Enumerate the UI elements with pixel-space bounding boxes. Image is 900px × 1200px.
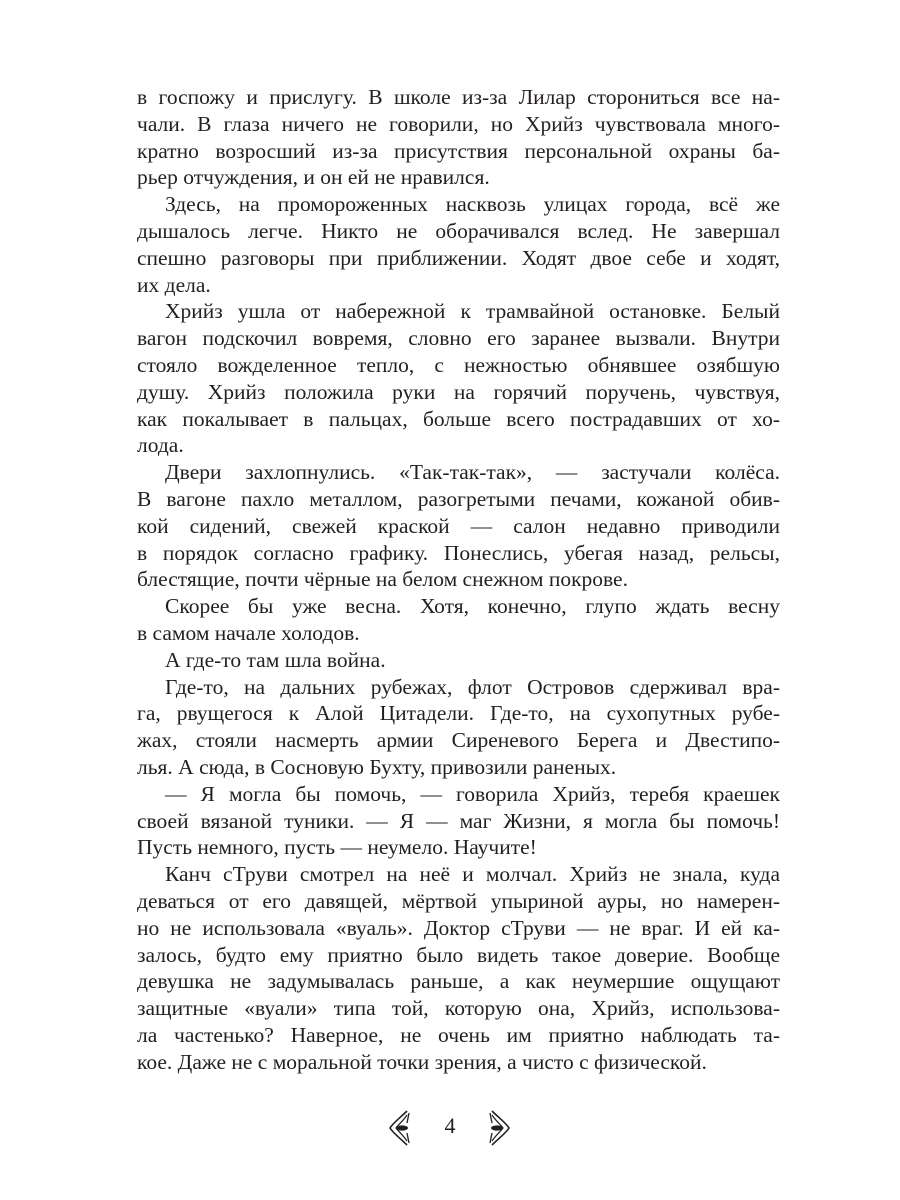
page-number: 4 [444,1113,456,1138]
text-line: Скорее бы уже весна. Хотя, конечно, глупо ждать весну [165,594,780,619]
text-line: в самом начале холодов. [137,620,360,645]
text-line: своей вязаной туники. — Я — маг Жизни, я могла бы помочь! [137,808,780,833]
text-line: Двери захлопнулись. «Так-так-так», — застучали колёса. [165,460,780,485]
ornament-left-icon [387,1109,415,1147]
text-line: Канч сТруви смотрел на неё и молчал. Хрийз не знала, куда [165,862,780,887]
text-line: кой сидений, свежей краской — салон недавно приводили [137,513,780,538]
text-line: рьер отчуждения, и он ей не нравился. [137,165,490,190]
text-line: стояло вожделенное тепло, с нежностью обнявшее озябшую [137,352,780,377]
text-line: в госпожу и прислугу. В школе из-за Лилар сторониться все на- [137,85,780,109]
text-line: ла частенько? Наверное, не очень им приятно наблюдать та- [137,1022,780,1047]
text-line: кое. Даже не с моральной точки зрения, а чисто с физической. [137,1049,707,1074]
text-line: — Я могла бы помочь, — говорила Хрийз, теребя краешек [165,781,780,806]
text-line: Пусть немного, пусть — неумело. Научите! [137,835,537,860]
text-line: залось, будто ему приятно было видеть такое доверие. Вообще [137,942,780,967]
text-line: А где-то там шла война. [165,647,386,672]
text-line: спешно разговоры при приближении. Ходят двое себе и ходят, [137,245,780,270]
text-line: дышалось легче. Никто не оборачивался вслед. Не завершал [137,218,780,243]
text-line: вагон подскочил вовремя, словно его заранее вызвали. Внутри [137,326,780,351]
text-line: блестящие, почти чёрные на белом снежном покрове. [137,567,628,592]
text-line: лода. [137,433,184,458]
page-footer [0,1105,900,1149]
text-line: защитные «вуали» типа той, которую она, Хрийз, использова- [137,996,780,1021]
text-line: чали. В глаза ничего не говорили, но Хрийз чувствовала много- [137,111,780,136]
body-text [137,84,780,1075]
text-line: га, рвущегося к Алой Цитадели. Где-то, на сухопутных рубе- [137,701,780,726]
text-line: душу. Хрийз положила руки на горячий поручень, чувствуя, [137,379,780,404]
ornament-right-icon [484,1109,512,1147]
text-line: как покалывает в пальцах, больше всего пострадавших от хо- [137,406,780,431]
text-line: жах, стояли насмерть армии Сиреневого Берега и Двестипо- [137,728,780,753]
text-line: кратно возросший из-за присутствия персональной охраны ба- [137,138,780,163]
text-line: их дела. [137,272,211,297]
text-line: лья. А сюда, в Сосновую Бухту, привозили раненых. [137,754,617,779]
text-line: Хрийз ушла от набережной к трамвайной остановке. Белый [165,299,780,324]
text-line: Где-то, на дальних рубежах, флот Островов сдерживал вра- [165,674,780,699]
text-line: Здесь, на промороженных насквозь улицах города, всё же [165,192,780,217]
text-line: В вагоне пахло металлом, разогретыми печами, кожаной обив- [137,486,780,511]
text-line: деваться от его давящей, мёртвой упыриной ауры, но намерен- [137,888,780,913]
text-line: в порядок согласно графику. Понеслись, убегая назад, рельсы, [137,540,780,565]
text-line: девушка не задумывалась раньше, а как неумершие ощущают [137,969,780,994]
text-line: но не использовала «вуаль». Доктор сТруви — не враг. И ей ка- [137,915,780,940]
